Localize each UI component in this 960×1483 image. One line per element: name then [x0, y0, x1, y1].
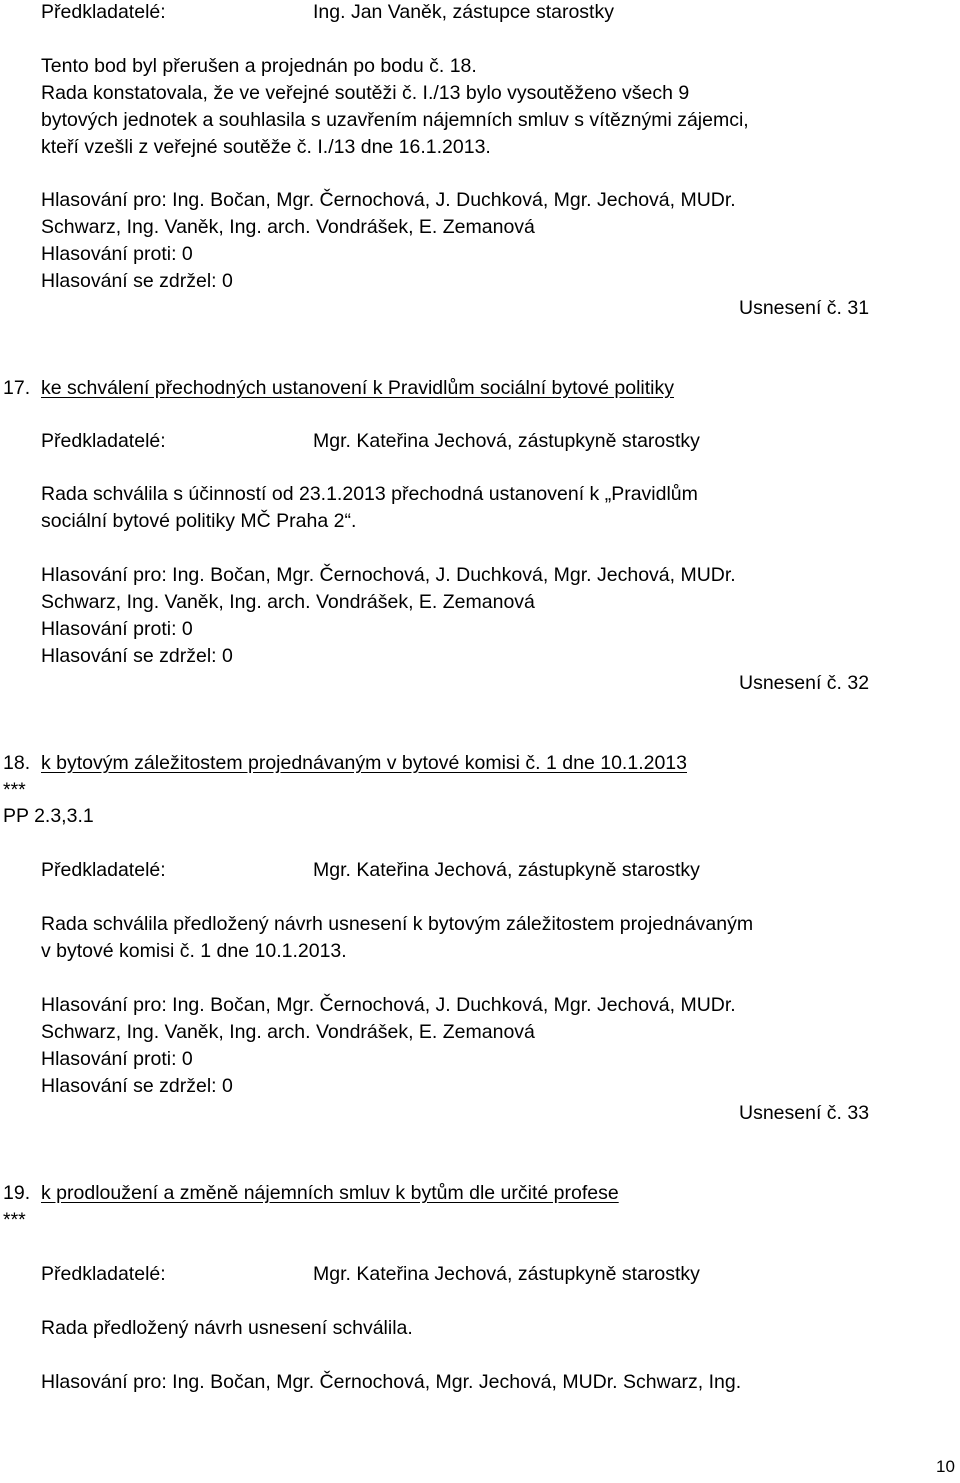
item-paragraph-line: Rada předložený návrh usnesení schválila. [41, 1317, 413, 1339]
item-paragraph-line: Rada schválila s účinností od 23.1.2013 přechodná ustanovení k „Pravidlům [41, 483, 698, 505]
item-number: 17. [3, 377, 31, 399]
item-resolution: Usnesení č. 33 [739, 1102, 870, 1124]
intro-paragraph-line: Rada konstatovala, že ve veřejné soutěži č. I./13 bylo vysoutěženo všech 9 [41, 82, 690, 104]
item-vote-for: Schwarz, Ing. Vaněk, Ing. arch. Vondrášek, E. Zemanová [41, 1021, 535, 1043]
item-presenter-label: Předkladatelé: [41, 859, 166, 881]
page-number: 10 [936, 1457, 955, 1476]
item-vote-abstain: Hlasování se zdržel: 0 [41, 1075, 233, 1097]
intro-paragraph-line: Tento bod byl přerušen a projednán po bodu č. 18. [41, 55, 477, 77]
item-vote-abstain: Hlasování se zdržel: 0 [41, 645, 233, 667]
intro-paragraph-line: kteří vzešli z veřejné soutěže č. I./13 dne 16.1.2013. [41, 136, 491, 158]
intro-presenter-name: Ing. Jan Vaněk, zástupce starostky [313, 1, 614, 23]
item-resolution: Usnesení č. 32 [739, 672, 870, 694]
item-vote-against: Hlasování proti: 0 [41, 618, 193, 640]
item-paragraph-line: sociální bytové politiky MČ Praha 2“. [41, 510, 357, 532]
intro-vote-for: Schwarz, Ing. Vaněk, Ing. arch. Vondrášek, E. Zemanová [41, 216, 535, 238]
item-number: 19. [3, 1182, 31, 1204]
intro-paragraph-line: bytových jednotek a souhlasila s uzavřením nájemních smluv s vítěznými zájemci, [41, 109, 749, 131]
item-vote-for: Schwarz, Ing. Vaněk, Ing. arch. Vondrášek, E. Zemanová [41, 591, 535, 613]
item-presenter-name: Mgr. Kateřina Jechová, zástupkyně starostky [313, 1263, 700, 1285]
item-title: k prodloužení a změně nájemních smluv k bytům dle určité profese [41, 1182, 619, 1204]
item-presenter-name: Mgr. Kateřina Jechová, zástupkyně starostky [313, 859, 700, 881]
item-title: k bytovým záležitostem projednávaným v bytové komisi č. 1 dne 10.1.2013 [41, 752, 687, 774]
item-vote-against: Hlasování proti: 0 [41, 1048, 193, 1070]
item-marker: *** [3, 779, 26, 801]
item-marker: *** [3, 1209, 26, 1231]
intro-resolution: Usnesení č. 31 [739, 297, 870, 319]
intro-presenter-label: Předkladatelé: [41, 1, 166, 23]
intro-vote-against: Hlasování proti: 0 [41, 243, 193, 265]
item-presenter-name: Mgr. Kateřina Jechová, zástupkyně starostky [313, 430, 700, 452]
intro-vote-abstain: Hlasování se zdržel: 0 [41, 270, 233, 292]
item-extra: PP 2.3,3.1 [3, 805, 94, 827]
item-vote-for: Hlasování pro: Ing. Bočan, Mgr. Černochová, J. Duchková, Mgr. Jechová, MUDr. [41, 994, 736, 1016]
item-title: ke schválení přechodných ustanovení k Pravidlům sociální bytové politiky [41, 377, 674, 399]
item-paragraph-line: v bytové komisi č. 1 dne 10.1.2013. [41, 940, 347, 962]
item-paragraph-line: Rada schválila předložený návrh usnesení k bytovým záležitostem projednávaným [41, 913, 754, 935]
item-vote-for: Hlasování pro: Ing. Bočan, Mgr. Černochová, Mgr. Jechová, MUDr. Schwarz, Ing. [41, 1371, 742, 1393]
item-presenter-label: Předkladatelé: [41, 1263, 166, 1285]
item-presenter-label: Předkladatelé: [41, 430, 166, 452]
item-number: 18. [3, 752, 31, 774]
item-vote-for: Hlasování pro: Ing. Bočan, Mgr. Černochová, J. Duchková, Mgr. Jechová, MUDr. [41, 564, 736, 586]
intro-vote-for: Hlasování pro: Ing. Bočan, Mgr. Černochová, J. Duchková, Mgr. Jechová, MUDr. [41, 189, 736, 211]
